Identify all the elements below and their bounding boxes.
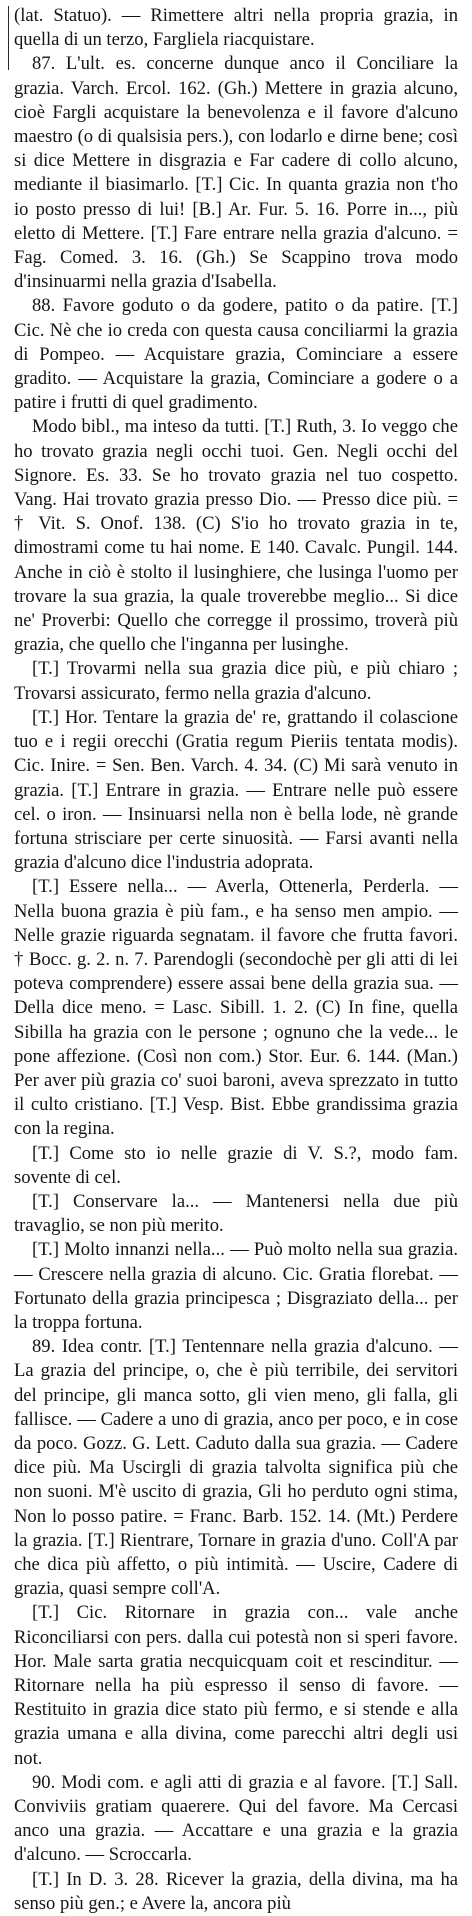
paragraph-modo-bibl: Modo bibl., ma inteso da tutti. [T.] Ruth, 3. Io veggo che ho trovato grazia negli occhi tuoi. Gen. Negli occhi del Signore. Es. 33. Se ho trovato grazia nel tuo cospetto. Vang. Hai trovato grazia presso Dio. — Presso dice più. = † Vit. S. Onof. 138. (C) S'io ho trovato grazia in te, dimostrami come tu hai nome. E 140. Cavalc. Pungil. 144. Anche in ciò è stolto il lusinghiere, che lusinga l'uomo per trovare la sua grazia, la quale troverebbe meglio... Si dice ne' Proverbi: Quello che corregge il prossimo, troverà più grazia, che quello che l'inganna per lusinghe. xyxy=(14,416,458,656)
paragraph-87: 87. L'ult. es. concerne dunque anco il Conciliare la grazia. Varch. Ercol. 162. (Gh.) Mettere in grazia alcuno, cioè Fargli acquistare la benevolenza e il favore d'alcuno maestro (o di qualsisia pers.), con lodarlo e dirne bene; così si dice Mettere in disgrazia e Far cadere di collo alcuno, mediante il biasimarlo. [T.] Cic. In quanta grazia non t'ho io posto presso di lui! [B.] Ar. Fur. 5. 16. Porre in..., più eletto di Mettere. [T.] Fare entrare nella grazia d'alcuno. = Fag. Comed. 3. 16. (Gh.) Se Scappino trova modo d'insinuarmi nella grazia d'Isabella. xyxy=(14,53,458,293)
paragraph-90: 90. Modi com. e agli atti di grazia e al favore. [T.] Sall. Conviviis gratiam quaerere. Qui del favore. Ma Cercasi anco una grazia. — Accattare e una grazia e la grazia d'alcuno. — Scroccarla. xyxy=(14,1771,458,1866)
paragraph-ritornare: [T.] Cic. Ritornare in grazia con... vale anche Riconciliarsi con pers. dalla cui potestà non si speri favore. Hor. Male sarta gratia necquicquam coit et rescinditur. — Ritornare nella ha più espresso il senso di favore. — Restituito in grazia dice stato più fermo, e si stende e alla grazia umana e alla divina, come parecchi altri degli usi not. xyxy=(14,1602,458,1769)
paragraph-89: 89. Idea contr. [T.] Tentennare nella grazia d'alcuno. — La grazia del principe, o, che è più terribile, dei servitori del principe, gli manca sotto, gli vien meno, gli falla, gli fallisce. — Cadere a uno di grazia, anco per poco, e in cose da poco. Gozz. G. Lett. Caduto dalla sua grazia. — Cadere dice più. Ma Uscirgli di grazia talvolta significa più che non suoni. M'è uscito di grazia, Gli ho perduto ogni stima, Non lo posso patire. = Franc. Barb. 152. 14. (Mt.) Perdere la grazia. [T.] Rientrare, Tornare in grazia d'uno. Coll'A par che dica più affetto, o più intimità. — Uscire, Cadere di grazia, quasi sempre coll'A. xyxy=(14,1336,458,1600)
paragraph-hor-tentare: [T.] Hor. Tentare la grazia de' re, grattando il colascione tuo e i regii orecchi (Gratia regum Pieriis tentata modis). Cic. Inire. = Sen. Ben. Varch. 4. 34. (C) Mi sarà venuto in grazia. [T.] Entrare in grazia. — Entrare nelle può essere cel. o iron. — Insinuarsi nella non è bella lode, nè grande fortuna strisciare per certe sinuosità. — Farsi avanti nella grazia d'alcuno dice l'industria adoprata. xyxy=(14,706,458,874)
paragraph-88: 88. Favore goduto o da godere, patito o da patire. [T.] Cic. Nè che io creda con questa causa conciliarmi la grazia di Pompeo. — Acquistare grazia, Cominciare a essere gradito. — Acquistare la grazia, Cominciare a godere o a patire i frutti di quel gradimento. xyxy=(14,295,458,414)
paragraph-come-sto: [T.] Come sto io nelle grazie di V. S.?, modo fam. sovente di cel. xyxy=(14,1142,458,1188)
paragraph-molto-innanzi: [T.] Molto innanzi nella... — Può molto nella sua grazia. — Crescere nella grazia di alcuno. Cic. Gratia florebat. — Fortunato della grazia principesca ; Disgraziato della... per la troppa fortuna. xyxy=(14,1239,458,1333)
paragraph-trovarmi: [T.] Trovarmi nella sua grazia dice più, e più chiaro ; Trovarsi assicurato, fermo nella grazia d'alcuno. xyxy=(14,658,458,704)
paragraph-continuation: (lat. Statuo). — Rimettere altri nella propria grazia, in quella di un terzo, Fargliela riacquistare. xyxy=(14,5,458,51)
paragraph-in-d: [T.] In D. 3. 28. Ricever la grazia, della divina, ma ha senso più gen.; e Avere la, ancora più xyxy=(14,1868,458,1914)
paragraph-essere-nella: [T.] Essere nella... — Averla, Ottenerla, Perderla. — Nella buona grazia è più fam., e ha senso men ampio. — Nelle grazie riguarda segnatam. il favore che frutta favori. † Bocc. g. 2. n. 7. Parendogli (secondochè per gli atti di lei poteva comprendere) essere assai bene della grazia sua. — Della dice meno. = Lasc. Sibill. 1. 2. (C) In fine, quella Sibilla ha grazia con le persone ; ognuno che la vede... le pone affezione. (Così non com.) Stor. Eur. 6. 144. (Man.) Per aver più grazia co' suoi baroni, aveva sprezzato in tutto il culto cristiano. [T.] Vesp. Bist. Ebbe grandissima grazia con la regina. xyxy=(14,876,458,1140)
paragraph-conservare: [T.] Conservare la... — Mantenersi nella due più travaglio, se non più merito. xyxy=(14,1190,458,1237)
margin-rule xyxy=(8,6,9,70)
